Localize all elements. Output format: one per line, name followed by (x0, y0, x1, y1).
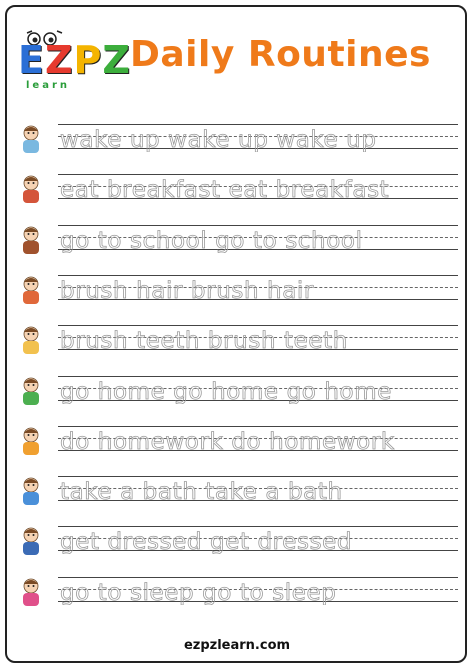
trace-text: brush teeth brush teeth (60, 329, 348, 354)
school-icon (14, 223, 48, 257)
logo-subtitle: learn (26, 80, 71, 91)
go-home-icon (14, 374, 48, 408)
tracing-row (10, 372, 450, 412)
trace-text: do homework do homework (60, 429, 395, 454)
trace-text: go to sleep go to sleep (60, 580, 337, 605)
trace-text: get dressed get dressed (60, 530, 353, 555)
page-title: Daily Routines (130, 34, 431, 75)
ezpz-logo (18, 30, 130, 94)
trace-text: wake up wake up wake up (60, 128, 377, 152)
footer-website: ezpzlearn.com (183, 638, 291, 653)
bath-icon (14, 474, 48, 508)
ruled-line (58, 124, 458, 125)
brush-teeth-icon (14, 323, 48, 357)
tracing-row (10, 522, 450, 562)
ruled-line (58, 325, 458, 326)
ruled-line (58, 275, 458, 276)
ruled-line (58, 376, 458, 377)
tracing-row (10, 573, 450, 613)
logo-letter: E (18, 38, 44, 82)
ruled-line (58, 526, 458, 527)
homework-icon (14, 424, 48, 458)
tracing-row (10, 120, 450, 160)
logo-letter: Z (44, 38, 73, 82)
trace-text: go to school go to school (60, 228, 363, 253)
logo-letters (18, 38, 130, 82)
ruled-line (58, 577, 458, 578)
tracing-row (10, 271, 450, 311)
tracing-row (10, 472, 450, 512)
tracing-row (10, 170, 450, 210)
logo-letter: P (73, 38, 102, 82)
wake-up-icon (14, 122, 48, 156)
ruled-line (58, 174, 458, 175)
trace-text: take a bath take a bath (60, 480, 343, 505)
tracing-row (10, 321, 450, 361)
tracing-row (10, 422, 450, 462)
ruled-line (58, 426, 458, 427)
get-dressed-icon (14, 524, 48, 558)
trace-text: go home go home go home (60, 379, 392, 404)
logo-letter: Z (102, 38, 130, 82)
trace-text: eat breakfast eat breakfast (60, 178, 390, 203)
tracing-row (10, 221, 450, 261)
eat-breakfast-icon (14, 172, 48, 206)
ruled-line (58, 225, 458, 226)
brush-hair-icon (14, 273, 48, 307)
trace-text: brush hair brush hair (60, 278, 314, 303)
sleep-icon (14, 575, 48, 609)
ruled-line (58, 476, 458, 477)
